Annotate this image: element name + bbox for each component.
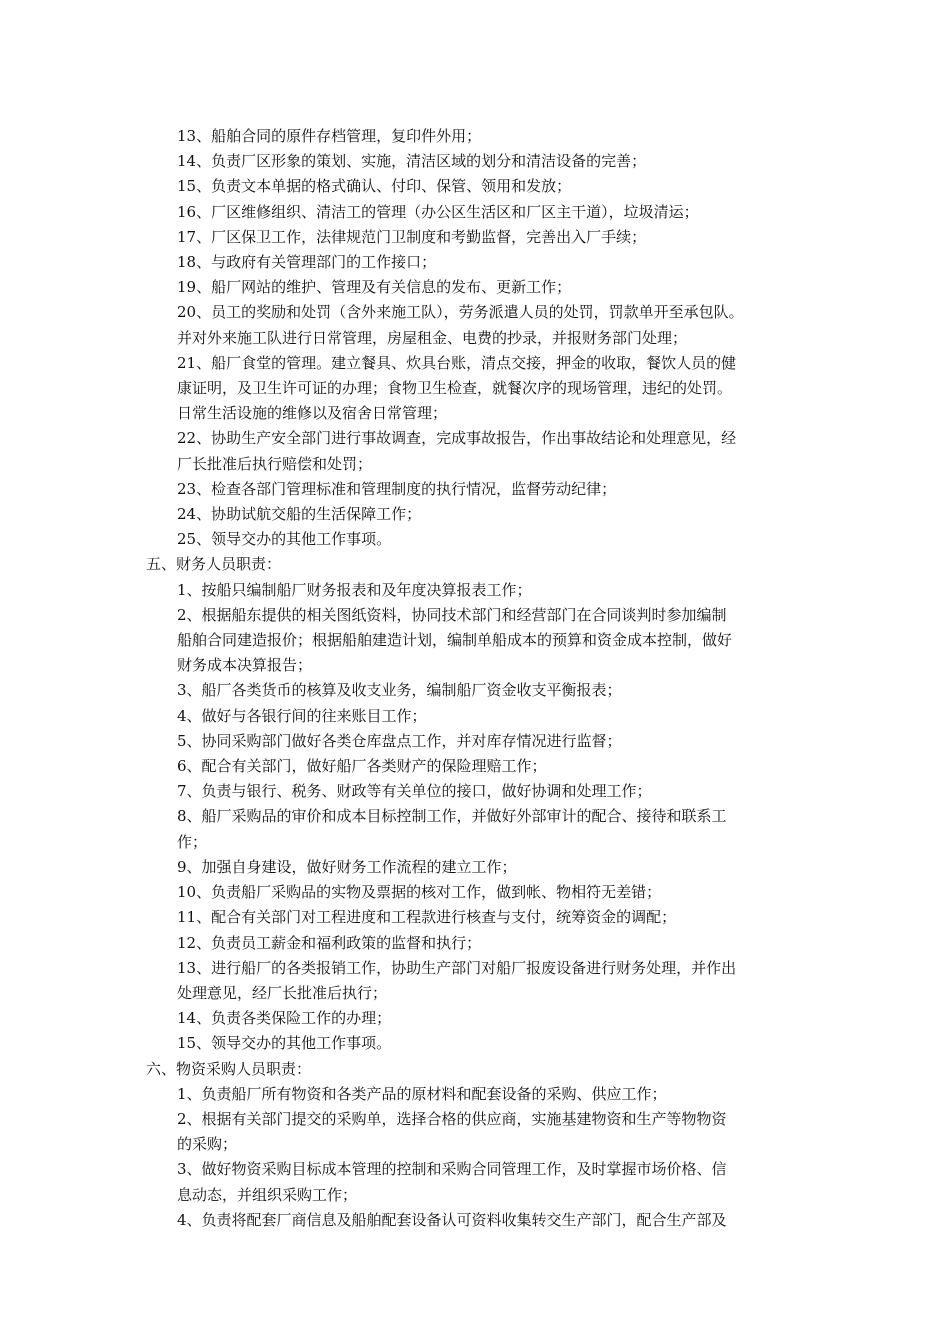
duty-line: 2、根据有关部门提交的采购单，选择合格的供应商，实施基建物资和生产等物物资 — [177, 1109, 727, 1128]
duty-line: 1、负责船厂所有物资和各类产品的原材料和配套设备的采购、供应工作； — [177, 1084, 667, 1103]
duty-line: 16、厂区维修组织、清洁工的管理（办公区生活区和厂区主干道），垃圾清运； — [177, 202, 699, 221]
duty-line: 3、船厂各类货币的核算及收支业务，编制船厂资金收支平衡报表； — [177, 681, 622, 700]
duty-line: 厂长批准后执行赔偿和处罚； — [177, 454, 373, 473]
duty-line: 13、进行船厂的各类报销工作，协助生产部门对船厂报废设备进行财务处理，并作出 — [177, 958, 737, 977]
duty-line: 作； — [177, 832, 208, 851]
duty-line: 的采购； — [177, 1135, 238, 1154]
duty-line: 17、厂区保卫工作，法律规范门卫制度和考勤监督，完善出入厂手续； — [177, 227, 647, 246]
duty-line: 15、领导交办的其他工作事项。 — [177, 1034, 392, 1053]
duty-line: 2、根据船东提供的相关图纸资料，协同技术部门和经营部门在合同谈判时参加编制 — [177, 605, 727, 624]
duty-line: 9、加强自身建设，做好财务工作流程的建立工作； — [177, 857, 517, 876]
section-heading: 五、财务人员职责： — [146, 555, 282, 574]
duty-line: 1、按船只编制船厂财务报表和及年度决算报表工作； — [177, 580, 532, 599]
duty-line: 19、船厂网站的维护、管理及有关信息的发布、更新工作； — [177, 278, 572, 297]
duty-line: 14、负责厂区形象的策划、实施，清洁区域的划分和清洁设备的完善； — [177, 152, 647, 171]
duty-line: 并对外来施工队进行日常管理，房屋租金、电费的抄录，并报财务部门处理； — [177, 328, 688, 347]
duty-line: 23、检查各部门管理标准和管理制度的执行情况，监督劳动纪律； — [177, 479, 617, 498]
duty-line: 24、协助试航交船的生活保障工作； — [177, 505, 422, 524]
duty-line: 22、协助生产安全部门进行事故调查，完成事故报告，作出事故结论和处理意见，经 — [177, 429, 737, 448]
duty-line: 21、船厂食堂的管理。建立餐具、炊具台账，清点交接，押金的收取，餐饮人员的健 — [177, 353, 737, 372]
duty-line: 日常生活设施的维修以及宿舍日常管理； — [177, 404, 448, 423]
duty-line: 4、做好与各银行间的往来账目工作； — [177, 706, 427, 725]
duty-line: 10、负责船厂采购品的实物及票据的核对工作，做到帐、物相符无差错； — [177, 883, 662, 902]
duty-line: 11、配合有关部门对工程进度和工程款进行核查与支付，统筹资金的调配； — [177, 908, 677, 927]
duty-line: 20、员工的奖励和处罚（含外来施工队），劳务派遣人员的处罚，罚款单开至承包队。 — [177, 303, 744, 322]
duty-line: 处理意见，经厂长批准后执行； — [177, 983, 388, 1002]
duty-line: 康证明，及卫生许可证的办理；食物卫生检查，就餐次序的现场管理，违纪的处罚。 — [177, 379, 733, 398]
duty-line: 25、领导交办的其他工作事项。 — [177, 530, 392, 549]
duty-line: 息动态，并组织采购工作； — [177, 1185, 358, 1204]
duty-line: 6、配合有关部门，做好船厂各类财产的保险理赔工作； — [177, 757, 547, 776]
duty-line: 4、负责将配套厂商信息及船舶配套设备认可资料收集转交生产部门，配合生产部及 — [177, 1210, 727, 1229]
document-body — [146, 124, 826, 1233]
duty-line: 7、负责与银行、税务、财政等有关单位的接口，做好协调和处理工作； — [177, 782, 652, 801]
duty-line: 15、负责文本单据的格式确认、付印、保管、领用和发放； — [177, 177, 572, 196]
duty-line: 12、负责员工薪金和福利政策的监督和执行； — [177, 933, 482, 952]
duty-line: 8、船厂采购品的审价和成本目标控制工作，并做好外部审计的配合、接待和联系工 — [177, 807, 727, 826]
section-admin-duties-continued — [146, 124, 826, 552]
duty-line: 财务成本决算报告； — [177, 656, 313, 675]
section-heading: 六、物资采购人员职责： — [146, 1059, 312, 1078]
duty-line: 船舶合同建造报价；根据船舶建造计划，编制单船成本的预算和资金成本控制，做好 — [177, 631, 733, 650]
duty-line: 18、与政府有关管理部门的工作接口； — [177, 253, 437, 272]
duty-line: 13、船舶合同的原件存档管理，复印件外用； — [177, 127, 482, 145]
duty-line: 5、协同采购部门做好各类仓库盘点工作，并对库存情况进行监督； — [177, 731, 622, 750]
duty-line: 3、做好物资采购目标成本管理的控制和采购合同管理工作，及时掌握市场价格、信 — [177, 1160, 727, 1179]
section-procurement-duties — [146, 1057, 826, 1233]
section-finance-duties — [146, 552, 826, 1056]
duty-line: 14、负责各类保险工作的办理； — [177, 1009, 392, 1028]
